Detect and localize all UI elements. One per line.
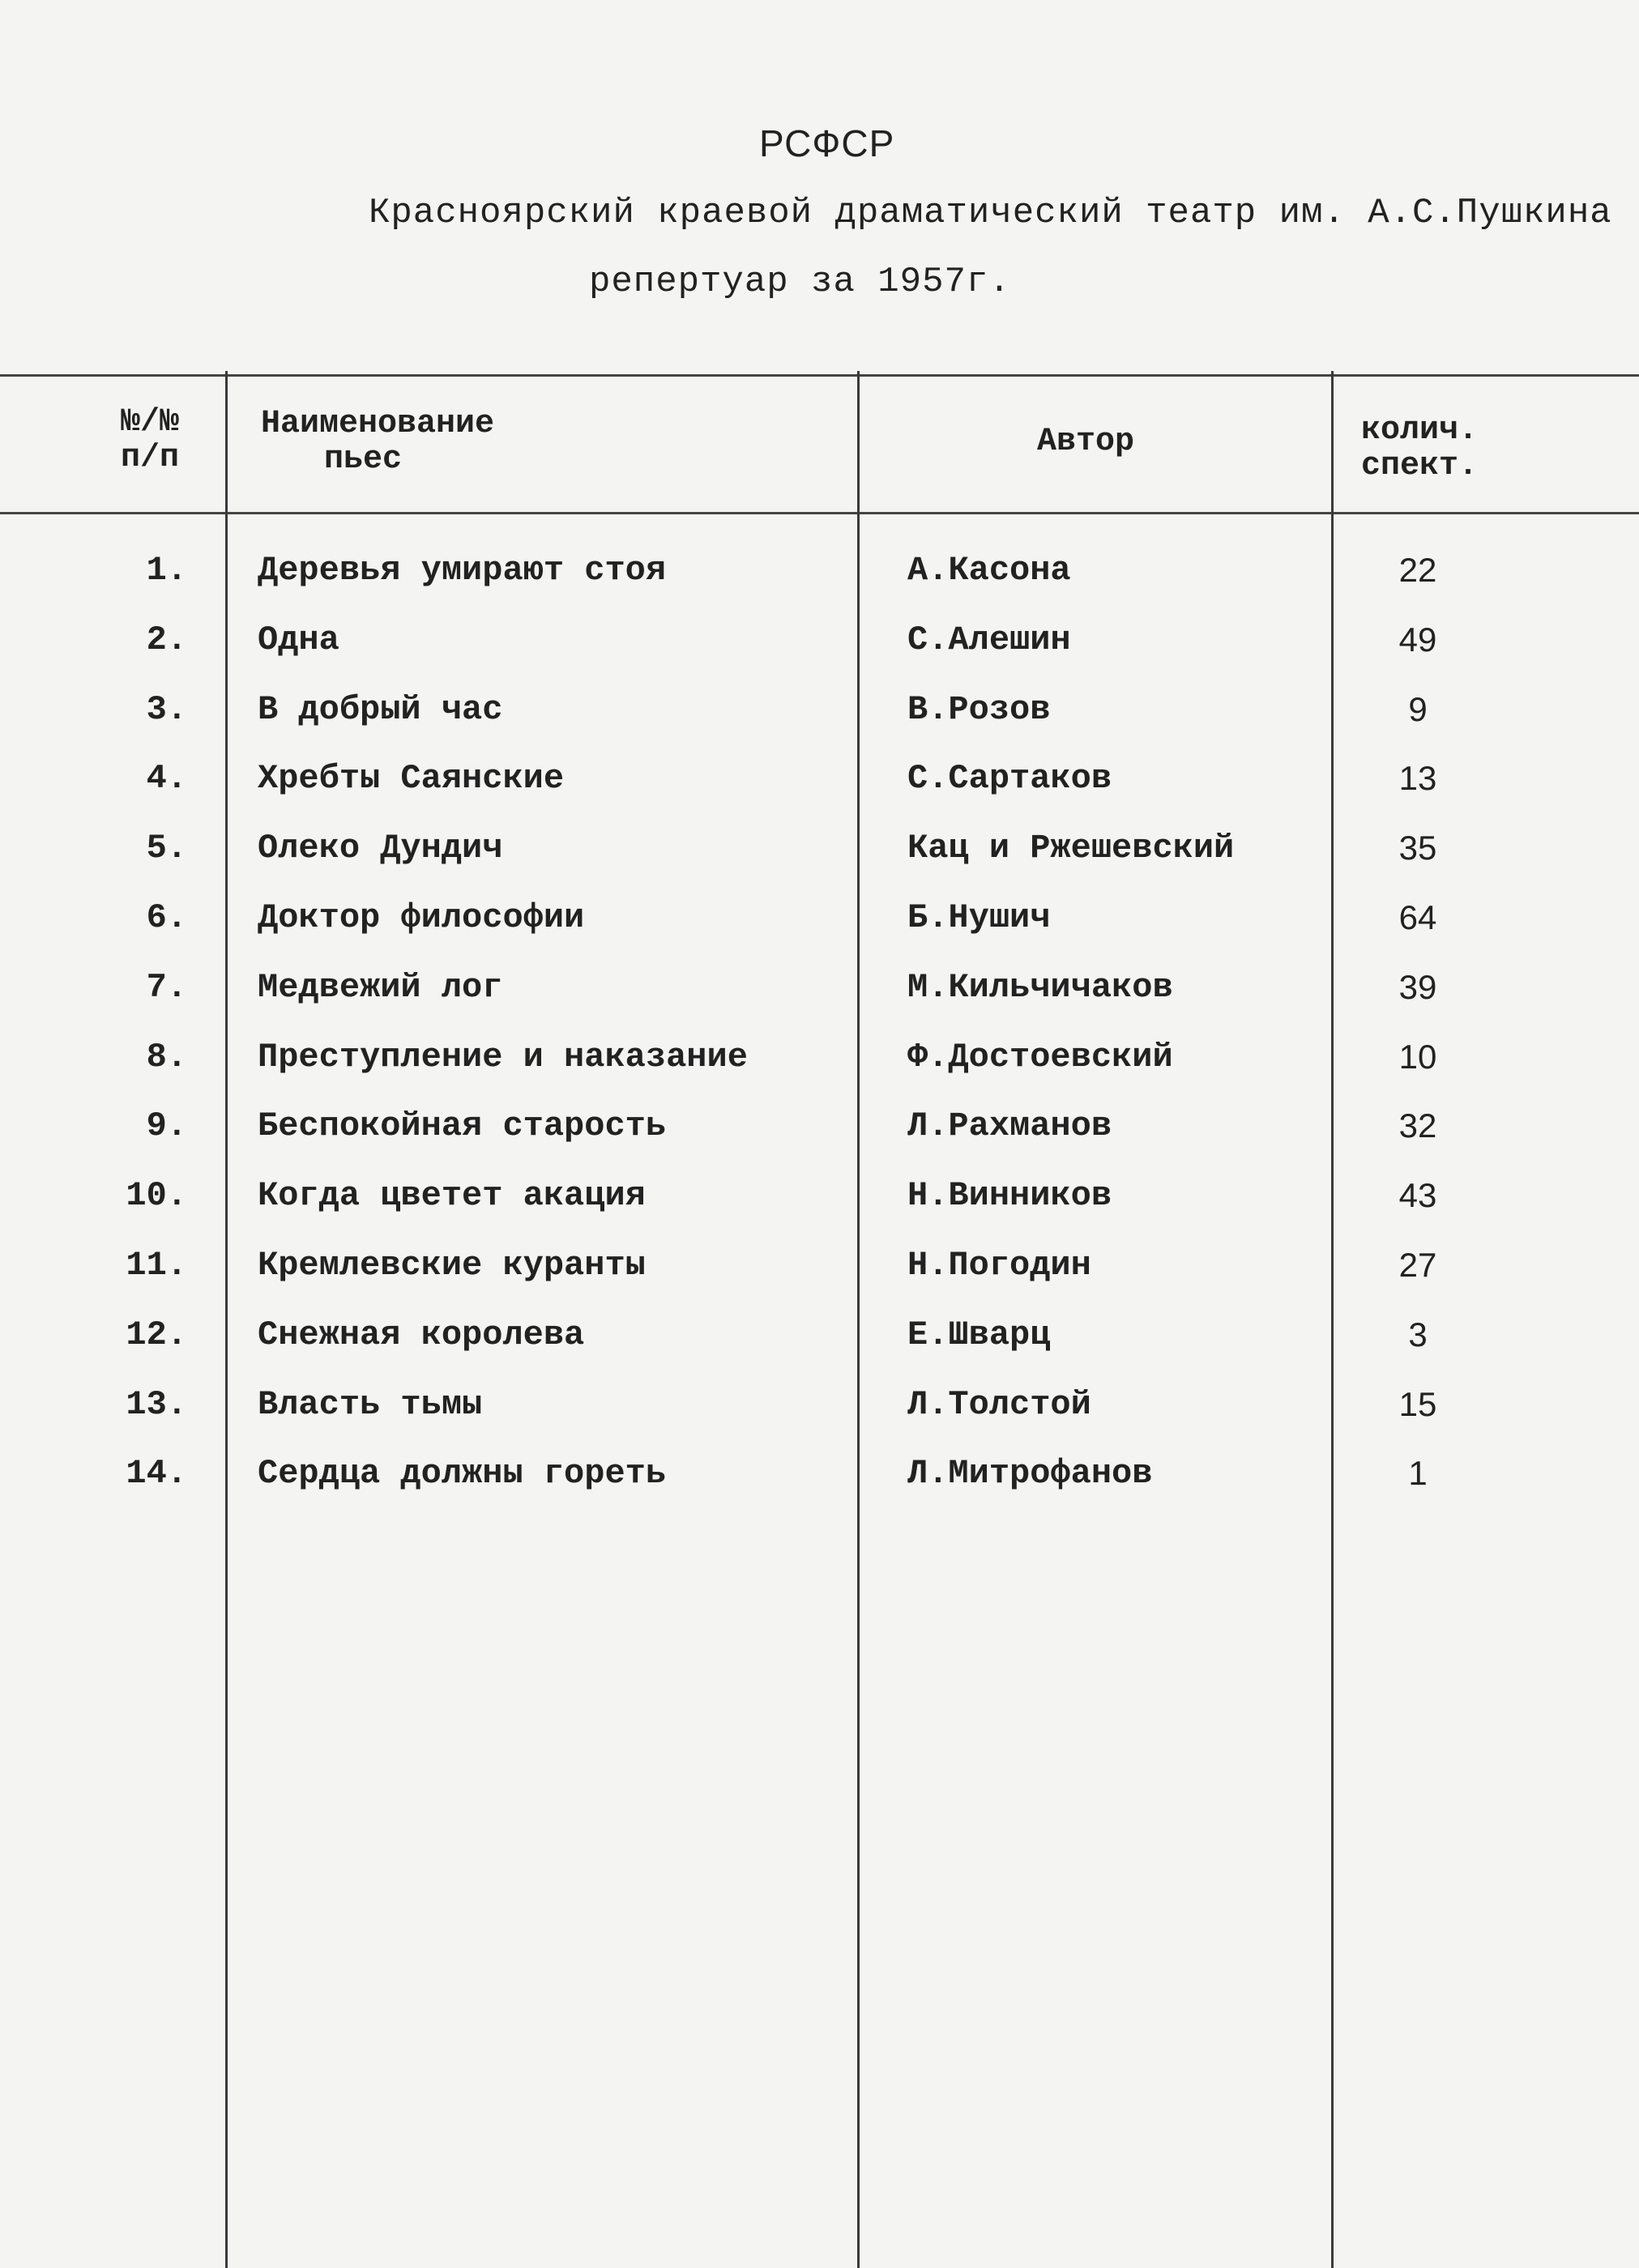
performance-count: 3 xyxy=(1408,1315,1428,1354)
column-header-number-line2: п/п xyxy=(120,440,179,476)
row-number: 10. xyxy=(126,1176,187,1215)
header-republic: РСФСР xyxy=(759,122,895,164)
row-number: 6. xyxy=(146,898,187,937)
play-title: Доктор философии xyxy=(258,898,585,937)
column-header-title-line1: Наименование xyxy=(261,406,495,442)
column-header-number xyxy=(105,405,194,476)
play-title: Олеко Дундич xyxy=(258,829,503,868)
row-number: 12. xyxy=(126,1315,187,1354)
performance-count: 35 xyxy=(1398,829,1437,867)
play-author: Н.Погодин xyxy=(907,1246,1091,1285)
table-row xyxy=(0,898,1639,968)
row-number: 13. xyxy=(126,1385,187,1424)
row-number: 4. xyxy=(146,759,187,798)
table-row xyxy=(0,551,1639,620)
column-header-count xyxy=(1361,413,1478,484)
row-number: 7. xyxy=(146,968,187,1007)
play-title: Хребты Саянские xyxy=(258,759,565,798)
row-number: 2. xyxy=(146,620,187,659)
table-row xyxy=(0,1106,1639,1176)
row-number: 11. xyxy=(126,1246,187,1285)
row-number: 1. xyxy=(146,551,187,590)
header-repertoire-year: репертуар за 1957г. xyxy=(589,262,1011,302)
play-title: Когда цветет акация xyxy=(258,1176,646,1215)
table-row xyxy=(0,1315,1639,1385)
play-title: Медвежий лог xyxy=(258,968,503,1007)
table-row xyxy=(0,829,1639,898)
table-header-rule xyxy=(0,512,1639,514)
performance-count: 39 xyxy=(1398,968,1437,1006)
performance-count: 27 xyxy=(1398,1246,1437,1284)
performance-count: 10 xyxy=(1398,1038,1437,1076)
play-author: С.Сартаков xyxy=(907,759,1112,798)
table-row xyxy=(0,1454,1639,1524)
play-author: Кац и Ржешевский xyxy=(907,829,1235,868)
column-header-count-line2: спект. xyxy=(1361,448,1479,484)
play-author: Е.Шварц xyxy=(907,1315,1051,1354)
table-row xyxy=(0,759,1639,829)
play-author: Л.Толстой xyxy=(907,1385,1091,1424)
performance-count: 1 xyxy=(1408,1454,1428,1492)
performance-count: 22 xyxy=(1398,551,1437,589)
table-row xyxy=(0,968,1639,1038)
play-author: Ф.Достоевский xyxy=(907,1038,1173,1076)
table-row xyxy=(0,690,1639,760)
performance-count: 32 xyxy=(1398,1106,1437,1145)
play-title: В добрый час xyxy=(258,690,503,729)
performance-count: 15 xyxy=(1398,1385,1437,1423)
play-title: Сердца должны гореть xyxy=(258,1454,667,1493)
header-theatre-name: Красноярский краевой драматический театр им. А.С.Пушкина xyxy=(369,193,1612,233)
performance-count: 13 xyxy=(1398,759,1437,797)
play-author: Л.Митрофанов xyxy=(907,1454,1153,1493)
play-author: Л.Рахманов xyxy=(907,1106,1112,1145)
table-row xyxy=(0,1176,1639,1246)
table-row xyxy=(0,1038,1639,1107)
table-row xyxy=(0,1385,1639,1455)
play-title: Власть тьмы xyxy=(258,1385,483,1424)
row-number: 14. xyxy=(126,1454,187,1493)
row-number: 9. xyxy=(146,1106,187,1145)
column-header-number-line1: №/№ xyxy=(120,404,179,441)
play-author: А.Касона xyxy=(907,551,1071,590)
column-header-author: Автор xyxy=(1037,424,1135,460)
row-number: 3. xyxy=(146,690,187,729)
performance-count: 43 xyxy=(1398,1176,1437,1214)
play-author: Б.Нушич xyxy=(907,898,1051,937)
play-title: Беспокойная старость xyxy=(258,1106,667,1145)
column-header-count-line1: колич. xyxy=(1361,412,1479,449)
performance-count: 9 xyxy=(1408,690,1428,728)
play-author: М.Кильчичаков xyxy=(907,968,1173,1007)
performance-count: 49 xyxy=(1398,620,1437,659)
table-row xyxy=(0,620,1639,690)
play-title: Преступление и наказание xyxy=(258,1038,748,1076)
table-row xyxy=(0,1246,1639,1315)
column-header-title xyxy=(261,407,494,478)
play-author: С.Алешин xyxy=(907,620,1071,659)
performance-count: 64 xyxy=(1398,898,1437,936)
play-title: Кремлевские куранты xyxy=(258,1246,646,1285)
play-author: В.Розов xyxy=(907,690,1051,729)
play-title: Деревья умирают стоя xyxy=(258,551,667,590)
play-author: Н.Винников xyxy=(907,1176,1112,1215)
play-title: Снежная королева xyxy=(258,1315,585,1354)
row-number: 8. xyxy=(146,1038,187,1076)
table-top-rule xyxy=(0,374,1639,377)
row-number: 5. xyxy=(146,829,187,868)
play-title: Одна xyxy=(258,620,339,659)
column-header-title-line2: пьес xyxy=(324,441,403,478)
